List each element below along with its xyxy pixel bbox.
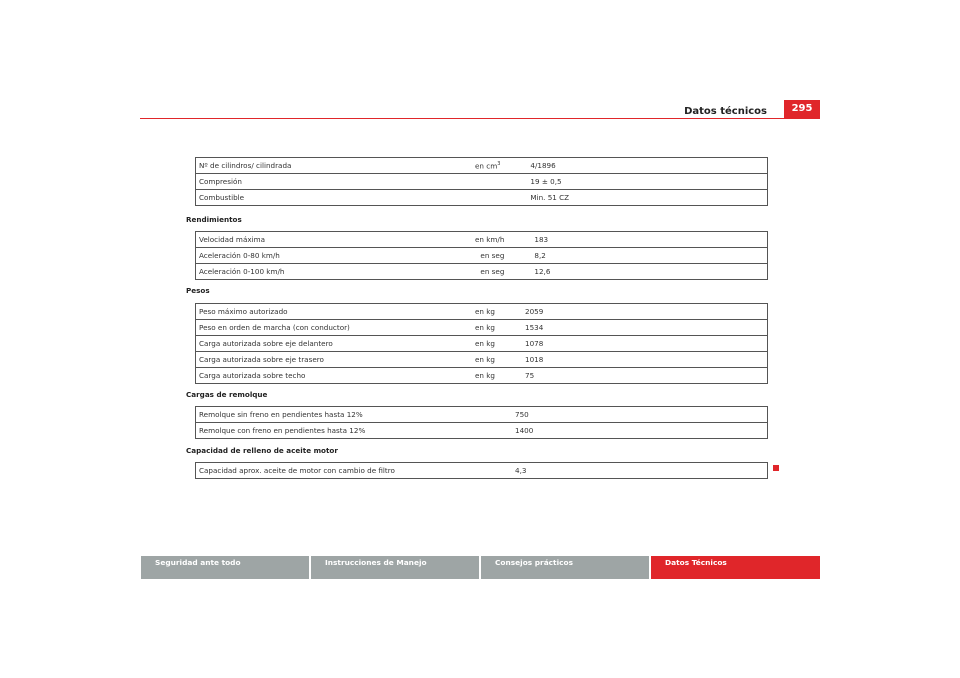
table-row [196, 352, 768, 368]
row-label: Carga autorizada sobre eje delantero [196, 336, 473, 352]
table-row [196, 463, 768, 479]
table-row [196, 158, 768, 174]
row-unit: en kg [472, 352, 499, 368]
footer-tab-consejos[interactable]: Consejos prácticos [481, 556, 649, 579]
row-label: Peso en orden de marcha (con conductor) [196, 320, 473, 336]
row-value: 8,2 [508, 248, 767, 264]
row-label: Velocidad máxima [196, 232, 473, 248]
row-value: 4/1896 [504, 158, 767, 174]
page-header-title: Datos técnicos [684, 106, 767, 117]
row-label: Combustible [196, 190, 473, 206]
row-value: 1018 [499, 352, 768, 368]
table-row [196, 368, 768, 384]
row-unit [472, 158, 504, 174]
page-number: 295 [784, 100, 820, 118]
row-label: Remolque sin freno en pendientes hasta 12% [196, 407, 473, 423]
row-value: 1400 [489, 423, 768, 439]
row-unit: en seg [472, 264, 508, 280]
row-unit: en kg [472, 368, 499, 384]
row-unit: en kg [472, 320, 499, 336]
table-row [196, 407, 768, 423]
row-value: 4,3 [489, 463, 768, 479]
table-row [196, 232, 768, 248]
table-row [196, 423, 768, 439]
footer-tab-instrucciones[interactable]: Instrucciones de Manejo [311, 556, 479, 579]
engine-spec-table [195, 157, 768, 206]
row-value: 1078 [499, 336, 768, 352]
row-value: 1534 [499, 320, 768, 336]
row-unit [472, 190, 504, 206]
table-row [196, 248, 768, 264]
row-value: 2059 [499, 304, 768, 320]
unit-superscript: 3 [497, 160, 501, 167]
capacidad-aceite-table [195, 462, 768, 479]
table-row [196, 264, 768, 280]
row-label: Carga autorizada sobre techo [196, 368, 473, 384]
row-unit: en km/h [472, 232, 508, 248]
footer-tab-seguridad[interactable]: Seguridad ante todo [141, 556, 309, 579]
row-value: 19 ± 0,5 [504, 174, 767, 190]
section-heading-rendimientos: Rendimientos [186, 215, 242, 224]
unit-text: en cm [475, 161, 498, 171]
row-unit [472, 174, 504, 190]
table-row [196, 304, 768, 320]
table-row [196, 336, 768, 352]
row-unit: en kg [472, 336, 499, 352]
footer-tab-datos-tecnicos[interactable]: Datos Técnicos [651, 556, 820, 579]
row-label: Nº de cilindros/ cilindrada [196, 158, 473, 174]
end-of-section-marker [773, 465, 779, 471]
row-label: Carga autorizada sobre eje trasero [196, 352, 473, 368]
section-heading-capacidad-aceite: Capacidad de relleno de aceite motor [186, 446, 338, 455]
rendimientos-table [195, 231, 768, 280]
section-heading-pesos: Pesos [186, 286, 210, 295]
row-unit: en kg [472, 304, 499, 320]
row-unit [472, 407, 489, 423]
row-label: Aceleración 0-100 km/h [196, 264, 473, 280]
row-label: Remolque con freno en pendientes hasta 12% [196, 423, 473, 439]
row-label: Peso máximo autorizado [196, 304, 473, 320]
row-unit [472, 463, 489, 479]
cargas-remolque-table [195, 406, 768, 439]
header-divider [140, 118, 820, 119]
pesos-table [195, 303, 768, 384]
row-label: Compresión [196, 174, 473, 190]
row-value: 183 [508, 232, 767, 248]
row-unit [472, 423, 489, 439]
table-row [196, 174, 768, 190]
row-value: 750 [489, 407, 768, 423]
section-heading-cargas-remolque: Cargas de remolque [186, 390, 268, 399]
row-label: Capacidad aprox. aceite de motor con cambio de filtro [196, 463, 473, 479]
table-row [196, 320, 768, 336]
table-row [196, 190, 768, 206]
row-unit: en seg [472, 248, 508, 264]
row-value: 75 [499, 368, 768, 384]
row-value: Min. 51 CZ [504, 190, 767, 206]
row-value: 12,6 [508, 264, 767, 280]
row-label: Aceleración 0-80 km/h [196, 248, 473, 264]
